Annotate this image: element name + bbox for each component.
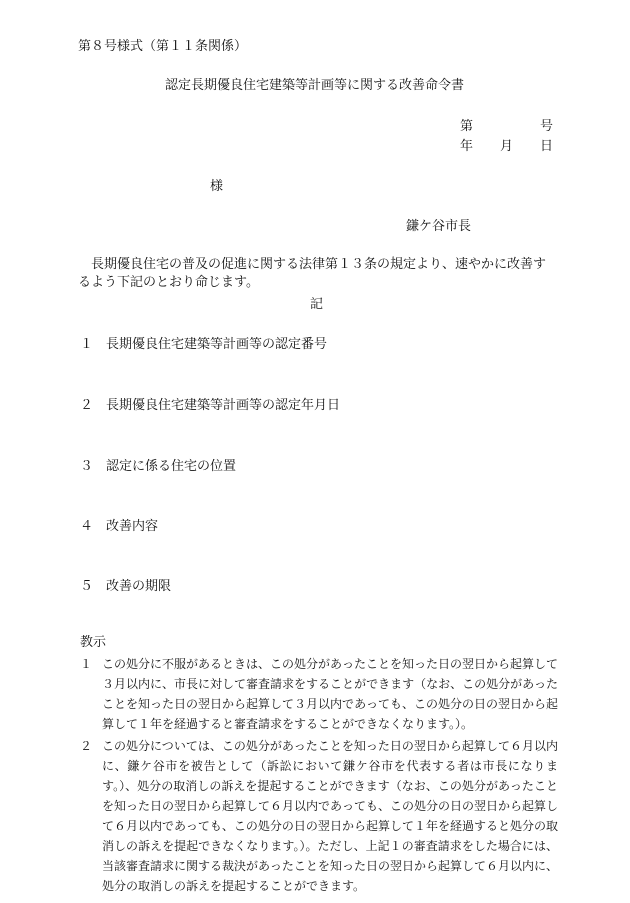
item-label: 長期優良住宅建築等計画等の認定番号 (106, 337, 328, 352)
item-number: ２ (80, 398, 94, 413)
notice-item-number: １ (80, 657, 93, 671)
item-number: １ (80, 337, 94, 352)
item-number: ５ (80, 579, 94, 594)
list-item (80, 336, 327, 354)
list-item (80, 458, 236, 476)
number-prefix: 第 (460, 119, 474, 134)
item-number: ３ (80, 459, 94, 474)
list-item (80, 518, 158, 536)
order-body-text: 長期優良住宅の普及の促進に関する法律第１３条の規定より、速やかに改善するよう下記のとおり命じます。 (78, 257, 547, 290)
notice-item-text: この処分については、この処分があったことを知った日の翌日から起算して６月以内に、鎌ケ谷市を被告として（訴訟において鎌ケ谷市を代表する者は市長になります。）、処分の取消しの訴えを提起することができます（なお、この処分があったことを知った日の翌日から起算して６月以内であっても、この処分の日の翌日から起算して６月以内であっても、この処分の日の翌日から起算して１年を経過すると処分の取消しの訴えを提起できなくなります。）。ただし、上記１の審査請求をした場合には、当該審査請求に関する裁決があったことを知った日の翌日から起算して６月以内に、処分の取消しの訴えを提起することができます。 (102, 739, 558, 893)
form-number: 第８号様式（第１１条関係） (78, 39, 248, 54)
document-title: 認定長期優良住宅建築等計画等に関する改善命令書 (165, 78, 465, 93)
notice-item-number: ２ (80, 739, 93, 753)
issuer-name: 鎌ケ谷市長 (406, 219, 472, 234)
date-month: 月 (500, 139, 514, 154)
item-label: 改善の期限 (106, 579, 172, 594)
list-item (80, 578, 171, 596)
notice-item (80, 736, 558, 896)
addressee-suffix: 様 (210, 179, 224, 194)
notice-item (80, 654, 558, 734)
list-item (80, 397, 340, 415)
ki-heading: 記 (310, 297, 324, 312)
notice-item-text: この処分に不服があるときは、この処分があったことを知った日の翌日から起算して３月以内に、市長に対して審査請求をすることができます（なお、この処分があったことを知った日の翌日から起算して３月以内であっても、この処分の日の翌日から起算して１年を経過すると審査請求をすることができなくなります。）。 (102, 657, 558, 731)
item-label: 長期優良住宅建築等計画等の認定年月日 (106, 398, 341, 413)
date-day: 日 (540, 139, 554, 154)
item-number: ４ (80, 519, 94, 534)
number-suffix: 号 (540, 119, 554, 134)
item-label: 認定に係る住宅の位置 (106, 459, 237, 474)
item-label: 改善内容 (106, 519, 159, 534)
date-year: 年 (460, 139, 474, 154)
notice-heading: 教示 (80, 635, 107, 650)
